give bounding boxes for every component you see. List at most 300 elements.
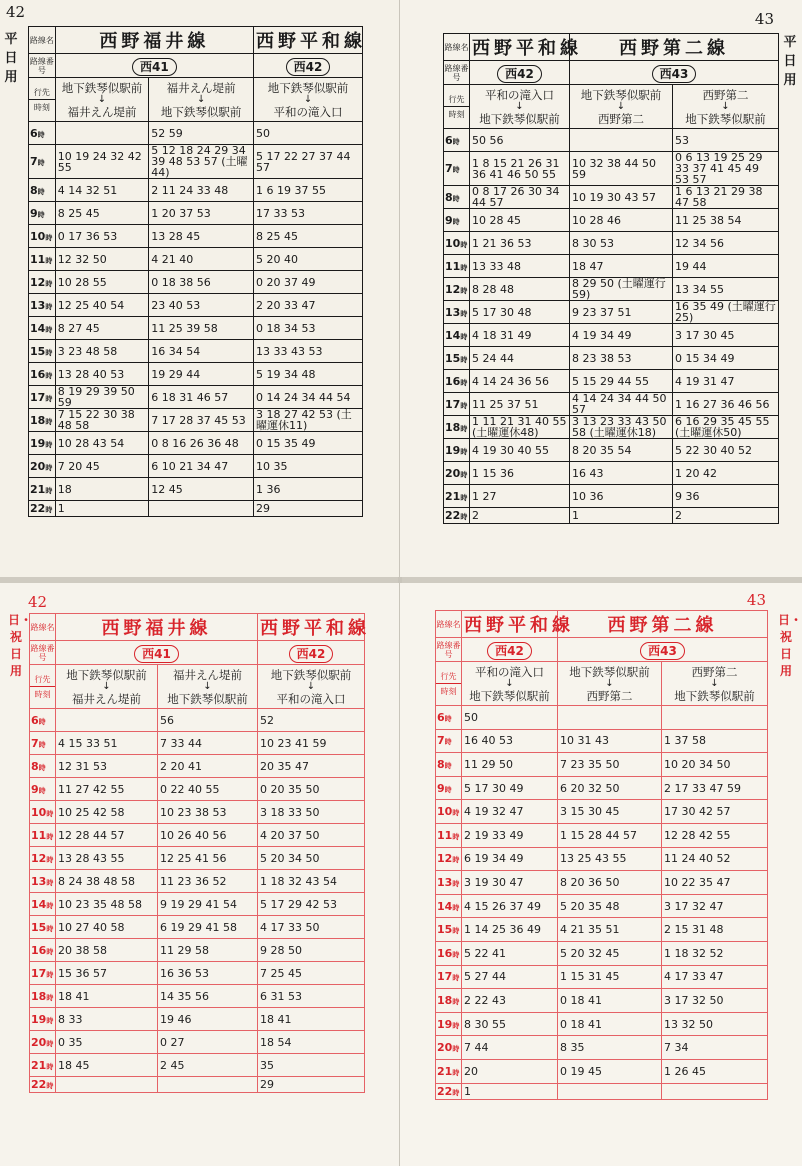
route-number-cell xyxy=(462,638,558,662)
destination-stop: 西野第二 xyxy=(598,111,644,126)
departure-minutes: 2 15 31 48 xyxy=(662,918,768,942)
hour-suffix: 時 xyxy=(46,1039,54,1048)
destination-row xyxy=(444,85,779,129)
route-title: 西野福井線 xyxy=(56,614,258,641)
departure-minutes xyxy=(149,501,254,517)
route-number-label: 路線番号 xyxy=(444,61,470,85)
weekday-side-label: 平日用 xyxy=(4,32,18,85)
hour-suffix: 時 xyxy=(46,1082,54,1090)
departure-minutes: 20 35 47 xyxy=(258,755,365,778)
hour-suffix: 時 xyxy=(452,166,460,174)
hour-value: 13 xyxy=(31,874,47,888)
hour-suffix: 時 xyxy=(444,738,452,747)
departure-minutes: 8 20 36 50 xyxy=(558,871,662,895)
route-name-label: 路線名 xyxy=(30,614,56,641)
departure-minutes: 13 33 43 53 xyxy=(254,340,363,363)
departure-minutes: 10 36 xyxy=(570,485,673,508)
departure-minutes: 8 33 xyxy=(56,1008,158,1031)
departure-minutes: 0 20 35 50 xyxy=(258,778,365,801)
timetable-row xyxy=(30,847,365,870)
hour-value: 18 xyxy=(30,413,46,427)
hour-value: 12 xyxy=(445,282,461,296)
time-label: 時刻 xyxy=(34,689,51,699)
departure-minutes: 6 19 29 41 58 xyxy=(158,916,258,939)
hour-suffix: 時 xyxy=(37,210,45,219)
departure-minutes: 3 17 32 47 xyxy=(662,894,768,918)
hour-value: 7 xyxy=(30,155,38,168)
route-number-row xyxy=(444,61,779,85)
timetable-row xyxy=(436,871,768,895)
hour-value: 11 xyxy=(31,828,47,842)
origin-stop: 地下鉄琴似駅前 xyxy=(580,87,662,102)
timetable-row xyxy=(444,301,779,324)
hour-suffix: 時 xyxy=(460,513,468,521)
hour-cell xyxy=(444,485,470,508)
departure-minutes: 11 25 37 51 xyxy=(470,393,570,416)
timetable-row xyxy=(29,363,363,386)
hour-suffix: 時 xyxy=(452,927,460,936)
departure-minutes: 10 23 38 53 xyxy=(158,801,258,824)
departure-minutes: 0 8 16 26 36 48 xyxy=(149,432,254,455)
hour-cell xyxy=(30,824,56,847)
departure-minutes: 7 34 xyxy=(662,1036,768,1060)
hour-cell xyxy=(436,918,462,942)
hour-cell xyxy=(444,462,470,485)
hour-suffix: 時 xyxy=(37,130,45,139)
departure-minutes: 2 22 43 xyxy=(462,989,558,1013)
hour-suffix: 時 xyxy=(444,761,452,770)
hour-value: 13 xyxy=(445,305,461,319)
hour-value: 21 xyxy=(30,482,46,496)
destination-stop: 地下鉄琴似駅前 xyxy=(160,104,242,119)
destination-time-label xyxy=(444,85,470,129)
departure-minutes: 10 26 40 56 xyxy=(158,824,258,847)
departure-minutes: 5 17 30 49 xyxy=(462,776,558,800)
hour-suffix: 時 xyxy=(45,279,53,288)
departure-minutes: 7 17 28 37 45 53 xyxy=(149,409,254,432)
departure-minutes: 3 17 30 45 xyxy=(673,324,779,347)
hour-suffix: 時 xyxy=(45,371,53,380)
timetable-row xyxy=(30,1008,365,1031)
hour-cell xyxy=(30,732,56,755)
hour-cell xyxy=(29,271,56,294)
hour-cell xyxy=(444,186,470,209)
hour-value: 15 xyxy=(31,920,47,934)
timetable-row xyxy=(29,478,363,501)
hour-cell xyxy=(444,152,470,186)
route-number-badge: 西43 xyxy=(640,642,685,660)
timetable-row xyxy=(444,152,779,186)
origin-stop: 地下鉄琴似駅前 xyxy=(61,80,143,95)
departure-minutes: 8 30 53 xyxy=(570,232,673,255)
departure-minutes: 10 25 42 58 xyxy=(56,801,158,824)
hour-cell xyxy=(436,729,462,753)
departure-minutes: 1 xyxy=(570,508,673,524)
destination-cell xyxy=(570,85,673,129)
destination-stop: 平和の滝入口 xyxy=(273,104,343,119)
departure-minutes: 0 18 41 xyxy=(558,1012,662,1036)
departure-minutes: 12 28 44 57 xyxy=(56,824,158,847)
departure-minutes: 50 56 xyxy=(470,129,570,152)
departure-minutes: 6 10 21 34 47 xyxy=(149,455,254,478)
departure-minutes: 1 6 13 21 29 38 47 58 xyxy=(673,186,779,209)
hour-suffix: 時 xyxy=(460,309,468,318)
timetable-row xyxy=(29,294,363,317)
hour-cell xyxy=(29,501,56,517)
hour-value: 18 xyxy=(437,993,453,1007)
direction-arrow-icon: ↓ xyxy=(196,93,206,105)
hour-value: 8 xyxy=(445,190,453,204)
hour-value: 21 xyxy=(445,489,461,503)
hour-value: 15 xyxy=(30,344,46,358)
hour-cell xyxy=(444,232,470,255)
departure-minutes: 3 17 32 50 xyxy=(662,989,768,1013)
hour-cell xyxy=(436,823,462,847)
hour-cell xyxy=(436,776,462,800)
hour-cell xyxy=(30,939,56,962)
departure-minutes: 5 17 22 27 37 44 57 xyxy=(254,145,363,179)
departure-minutes: 10 19 30 43 57 xyxy=(570,186,673,209)
hour-value: 15 xyxy=(445,351,461,365)
timetable-row xyxy=(29,179,363,202)
timetable-row xyxy=(29,501,363,517)
hour-cell xyxy=(29,317,56,340)
departure-minutes: 3 23 48 58 xyxy=(55,340,149,363)
departure-minutes: 18 41 xyxy=(56,985,158,1008)
departure-minutes: 0 35 xyxy=(56,1031,158,1054)
hour-suffix: 時 xyxy=(452,809,460,818)
hour-value: 21 xyxy=(437,1064,453,1078)
departure-minutes xyxy=(662,1083,768,1099)
departure-minutes: 4 21 40 xyxy=(149,248,254,271)
direction-arrow-icon: ↓ xyxy=(710,677,719,689)
departure-minutes: 16 35 49 (土曜運行25) xyxy=(673,301,779,324)
hour-suffix: 時 xyxy=(37,159,45,167)
hour-value: 10 xyxy=(445,236,461,250)
route-number-badge: 西41 xyxy=(132,58,177,76)
departure-minutes: 5 15 29 44 55 xyxy=(570,370,673,393)
timetable-row xyxy=(436,894,768,918)
timetable-row xyxy=(30,801,365,824)
route-title: 西野平和線 xyxy=(462,611,558,638)
departure-minutes: 10 28 55 xyxy=(55,271,149,294)
hour-suffix: 時 xyxy=(45,417,53,426)
destination-cell xyxy=(673,85,779,129)
departure-minutes: 18 47 xyxy=(570,255,673,278)
departure-minutes: 10 28 46 xyxy=(570,209,673,232)
destination-stop: 地下鉄琴似駅前 xyxy=(167,691,248,706)
departure-minutes: 10 32 38 44 50 59 xyxy=(570,152,673,186)
departure-minutes: 5 27 44 xyxy=(462,965,558,989)
route-number-cell xyxy=(258,641,365,665)
hour-value: 6 xyxy=(30,126,38,140)
route-number-badge: 西42 xyxy=(487,642,532,660)
hour-value: 19 xyxy=(445,443,461,457)
departure-minutes: 6 19 34 49 xyxy=(462,847,558,871)
timetable-row xyxy=(436,1059,768,1083)
timetable-row xyxy=(444,129,779,152)
departure-minutes: 13 28 40 53 xyxy=(55,363,149,386)
hour-suffix: 時 xyxy=(452,856,460,865)
hour-cell xyxy=(444,255,470,278)
hour-cell xyxy=(30,1008,56,1031)
timetable-row xyxy=(29,122,363,145)
hour-value: 16 xyxy=(445,374,461,388)
timetable-row xyxy=(436,965,768,989)
departure-minutes: 20 38 58 xyxy=(56,939,158,962)
departure-minutes: 0 18 38 56 xyxy=(149,271,254,294)
route-number-cell xyxy=(56,641,258,665)
departure-minutes: 10 31 43 xyxy=(558,729,662,753)
destination-cell xyxy=(470,85,570,129)
destination-row xyxy=(436,662,768,706)
departure-minutes: 6 18 31 46 57 xyxy=(149,386,254,409)
hour-suffix: 時 xyxy=(45,463,53,472)
departure-minutes: 4 17 33 47 xyxy=(662,965,768,989)
departure-minutes: 16 34 54 xyxy=(149,340,254,363)
timetable-row xyxy=(444,324,779,347)
departure-minutes: 12 25 41 56 xyxy=(158,847,258,870)
hour-suffix: 時 xyxy=(452,832,460,841)
departure-minutes: 56 xyxy=(158,709,258,732)
page-number: 42 xyxy=(28,593,48,611)
hour-cell xyxy=(444,209,470,232)
departure-minutes: 12 32 50 xyxy=(55,248,149,271)
hour-cell xyxy=(30,962,56,985)
departure-minutes: 4 19 30 40 55 xyxy=(470,439,570,462)
page-number: 43 xyxy=(746,591,766,609)
departure-minutes: 1 14 25 36 49 xyxy=(462,918,558,942)
departure-minutes: 8 20 35 54 xyxy=(570,439,673,462)
departure-minutes: 2 20 41 xyxy=(158,755,258,778)
holiday-right-page xyxy=(400,583,802,1166)
departure-minutes: 7 23 35 50 xyxy=(558,753,662,777)
hour-suffix: 時 xyxy=(46,832,54,841)
destination-stop: 平和の滝入口 xyxy=(276,691,346,706)
timetable-row xyxy=(436,989,768,1013)
hour-value: 8 xyxy=(437,757,445,771)
departure-minutes: 18 xyxy=(55,478,149,501)
hour-cell xyxy=(30,1077,56,1093)
timetable-row xyxy=(444,439,779,462)
departure-minutes: 10 19 24 32 42 55 xyxy=(55,145,149,179)
destination-cell xyxy=(258,665,365,709)
hour-suffix: 時 xyxy=(452,1045,460,1054)
destination-cell xyxy=(462,662,558,706)
departure-minutes: 4 19 31 47 xyxy=(673,370,779,393)
departure-minutes: 10 35 xyxy=(254,455,363,478)
hour-suffix: 時 xyxy=(45,256,53,265)
departure-minutes: 1 26 45 xyxy=(662,1059,768,1083)
hour-value: 9 xyxy=(30,206,38,220)
hour-value: 12 xyxy=(30,275,46,289)
route-number-row xyxy=(30,641,365,665)
departure-minutes: 18 45 xyxy=(56,1054,158,1077)
departure-minutes: 1 18 32 43 54 xyxy=(258,870,365,893)
departure-minutes: 2 xyxy=(673,508,779,524)
departure-minutes: 0 20 37 49 xyxy=(254,271,363,294)
departure-minutes: 7 15 22 30 38 48 58 xyxy=(55,409,149,432)
hour-suffix: 時 xyxy=(460,493,468,502)
departure-minutes: 0 8 17 26 30 34 44 57 xyxy=(470,186,570,209)
timetable-row xyxy=(444,209,779,232)
departure-minutes: 0 27 xyxy=(158,1031,258,1054)
hour-suffix: 時 xyxy=(452,1068,460,1077)
hour-value: 14 xyxy=(445,328,461,342)
departure-minutes: 1 8 15 21 26 31 36 41 46 50 55 xyxy=(470,152,570,186)
origin-stop: 西野第二 xyxy=(691,664,738,679)
holiday-left-timetable xyxy=(29,613,370,1093)
departure-minutes: 0 6 13 19 25 29 33 37 41 45 49 53 57 xyxy=(673,152,779,186)
timetable-row xyxy=(29,271,363,294)
departure-minutes: 1 20 42 xyxy=(673,462,779,485)
departure-minutes: 2 19 33 49 xyxy=(462,823,558,847)
hour-cell xyxy=(444,439,470,462)
hour-value: 20 xyxy=(31,1035,47,1049)
destination-cell xyxy=(55,78,149,122)
departure-minutes: 5 17 29 42 53 xyxy=(258,893,365,916)
hour-suffix: 時 xyxy=(452,879,460,888)
direction-arrow-icon: ↓ xyxy=(303,93,313,105)
route-number-label: 路線番号 xyxy=(436,638,462,662)
hour-cell xyxy=(29,409,56,432)
destination-stop: 地下鉄琴似駅前 xyxy=(479,111,560,126)
departure-minutes: 1 15 31 45 xyxy=(558,965,662,989)
route-name-row xyxy=(444,34,779,61)
direction-arrow-icon: ↓ xyxy=(102,680,111,692)
hour-suffix: 時 xyxy=(452,1021,460,1030)
timetable-row xyxy=(444,347,779,370)
departure-minutes: 4 21 35 51 xyxy=(558,918,662,942)
hour-value: 19 xyxy=(437,1017,453,1031)
hour-suffix: 時 xyxy=(46,855,54,864)
hour-suffix: 時 xyxy=(46,993,54,1002)
departure-minutes: 2 45 xyxy=(158,1054,258,1077)
departure-minutes: 19 46 xyxy=(158,1008,258,1031)
departure-minutes: 2 11 24 33 48 xyxy=(149,179,254,202)
departure-minutes: 13 34 55 xyxy=(673,278,779,301)
departure-minutes: 3 18 27 42 53 (土曜運休11) xyxy=(254,409,363,432)
timetable-row xyxy=(29,386,363,409)
departure-minutes: 7 44 xyxy=(462,1036,558,1060)
hour-suffix: 時 xyxy=(38,717,46,726)
timetable-row xyxy=(30,916,365,939)
departure-minutes: 12 45 xyxy=(149,478,254,501)
hour-cell xyxy=(30,916,56,939)
departure-minutes: 52 xyxy=(258,709,365,732)
departure-minutes: 8 35 xyxy=(558,1036,662,1060)
departure-minutes: 12 25 40 54 xyxy=(55,294,149,317)
hour-suffix: 時 xyxy=(46,924,54,933)
departure-minutes: 1 16 27 36 46 56 xyxy=(673,393,779,416)
holiday-right-timetable xyxy=(435,610,768,1100)
hour-value: 14 xyxy=(31,897,47,911)
departure-minutes: 4 18 31 49 xyxy=(470,324,570,347)
direction-arrow-icon: ↓ xyxy=(721,100,730,112)
departure-minutes: 4 15 33 51 xyxy=(56,732,158,755)
timetable-row xyxy=(436,847,768,871)
route-number-cell xyxy=(254,54,363,78)
hour-suffix: 時 xyxy=(460,401,468,410)
timetable-row xyxy=(29,248,363,271)
hour-cell xyxy=(436,800,462,824)
departure-minutes: 13 28 45 xyxy=(149,225,254,248)
departure-minutes: 3 15 30 45 xyxy=(558,800,662,824)
weekday-right-timetable xyxy=(443,33,779,524)
hour-suffix: 時 xyxy=(460,470,468,479)
route-title: 西野福井線 xyxy=(55,27,253,54)
route-title: 西野平和線 xyxy=(254,27,363,54)
hour-cell xyxy=(29,225,56,248)
hour-cell xyxy=(436,965,462,989)
hour-suffix: 時 xyxy=(45,486,53,495)
destination-time-label xyxy=(29,78,56,122)
departure-minutes xyxy=(570,129,673,152)
departure-minutes xyxy=(55,122,149,145)
direction-arrow-icon: ↓ xyxy=(616,100,626,112)
hour-suffix: 時 xyxy=(45,233,53,242)
direction-arrow-icon: ↓ xyxy=(306,680,316,692)
departure-minutes: 1 21 36 53 xyxy=(470,232,570,255)
departure-minutes: 14 35 56 xyxy=(158,985,258,1008)
hour-cell xyxy=(444,301,470,324)
timetable-row xyxy=(30,732,365,755)
timetable-row xyxy=(436,941,768,965)
hour-value: 14 xyxy=(30,321,46,335)
hour-suffix: 時 xyxy=(460,378,468,387)
weekday-left-page xyxy=(0,0,399,577)
departure-minutes: 5 22 41 xyxy=(462,941,558,965)
weekday-left-timetable xyxy=(28,26,367,517)
timetable-row xyxy=(29,340,363,363)
destination-cell xyxy=(558,662,662,706)
timetable-row xyxy=(436,1036,768,1060)
departure-minutes: 8 27 45 xyxy=(55,317,149,340)
departure-minutes: 17 30 42 57 xyxy=(662,800,768,824)
timetable-row xyxy=(436,753,768,777)
hour-value: 21 xyxy=(31,1058,47,1072)
hour-value: 10 xyxy=(31,805,47,819)
departure-minutes: 16 43 xyxy=(570,462,673,485)
hour-value: 10 xyxy=(30,229,46,243)
timetable-row xyxy=(29,409,363,432)
hour-suffix: 時 xyxy=(444,714,452,723)
departure-minutes: 29 xyxy=(254,501,363,517)
departure-minutes: 4 14 32 51 xyxy=(55,179,149,202)
hour-cell xyxy=(29,202,56,225)
hour-value: 18 xyxy=(31,989,47,1003)
departure-minutes: 10 22 35 47 xyxy=(662,871,768,895)
hour-suffix: 時 xyxy=(460,240,468,249)
departure-minutes: 11 25 38 54 xyxy=(673,209,779,232)
hour-cell xyxy=(29,179,56,202)
hour-suffix: 時 xyxy=(38,763,46,772)
holiday-left-page xyxy=(0,583,399,1166)
destination-stop: 福井えん堤前 xyxy=(67,104,137,119)
hour-cell xyxy=(29,340,56,363)
hour-value: 22 xyxy=(445,509,461,522)
departure-minutes: 8 28 48 xyxy=(470,278,570,301)
hour-value: 12 xyxy=(31,851,47,865)
route-number-label: 路線番号 xyxy=(30,641,56,665)
route-title: 西野第二線 xyxy=(558,611,768,638)
departure-minutes xyxy=(158,1077,258,1093)
departure-minutes: 0 15 34 49 xyxy=(673,347,779,370)
hour-value: 8 xyxy=(30,183,38,197)
departure-minutes: 4 14 24 36 56 xyxy=(470,370,570,393)
departure-minutes: 1 6 19 37 55 xyxy=(254,179,363,202)
hour-suffix: 時 xyxy=(45,440,53,449)
